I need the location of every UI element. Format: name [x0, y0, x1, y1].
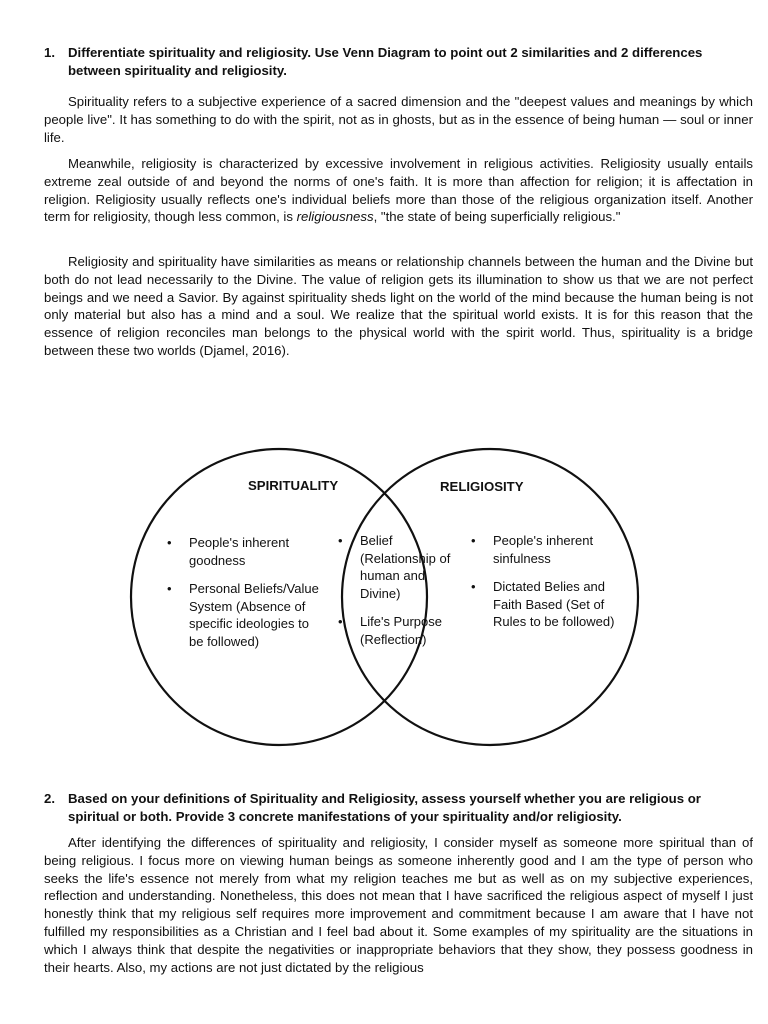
- spirituality-item: • People's inherent goodness: [163, 534, 325, 569]
- spirituality-list: [163, 534, 325, 661]
- religiosity-item: • Dictated Belies and Faith Based (Set of Rules to be followed): [467, 578, 625, 631]
- question-2-text: Based on your definitions of Spirituality and Religiosity, assess yourself whether you are religious or spiritual or both. Provide 3 concrete manifestations of your spirituality and/or religiosity.: [68, 791, 701, 824]
- answer-2-paragraph: After identifying the differences of spirituality and religiosity, I consider myself as someone more spiritual than of being religious. I focus more on viewing human beings as someone inherently good and I am the type of person who seeks the life's essence not merely from what my religion teaches me but as well as on my subjective experiences, reflection and understanding. Nonetheless, this does not mean that I have sacrificed the religious aspect of myself I just honestly think that my religious self requires more improvement and commitment because I am aware that I have not fulfilled my responsibilities as a Christian and I feel bad about it. Some examples of my spirituality are the situations in which I always think that despite the negativities or inappropriate behaviors that they show, they possess goodness in their hearts. Also, my actions are not just dictated by the religious: [44, 835, 753, 975]
- paragraph-spirituality-definition: Spirituality refers to a subjective experience of a sacred dimension and the "deepest values and meanings by which people live". It has something to do with the spirit, not as in ghosts, but as in the essence of being human — soul or inner life.: [44, 94, 753, 145]
- question-2-number: 2.: [44, 791, 55, 806]
- religiousness-term: religiousness: [296, 209, 374, 225]
- religiosity-title: RELIGIOSITY: [440, 479, 524, 494]
- overlap-item: • Life's Purpose (Reflection): [334, 613, 458, 648]
- question-1-number: 1.: [44, 45, 55, 60]
- paragraph-religiosity-definition: [44, 155, 753, 226]
- paragraph-similarities: Religiosity and spirituality have similarities as means or relationship channels between the human and the Divine but both do not lead necessarily to the Divine. The value of religion gets its illumination to show us that we are not perfect beings and we need a Savior. By against spirituality sheds light on the world of the mind because the human being is not only material but also has a mind and a soul. We realize that the spiritual world exists. It is for this reason that the essence of religion reconciles man belongs to the physical world with the spirit world. Thus, spirituality is a bridge between these two worlds (Djamel, 2016).: [44, 254, 753, 358]
- spirituality-item: • Personal Beliefs/Value System (Absence of specific ideologies to be followed): [163, 580, 325, 650]
- question-1-text: Differentiate spirituality and religiosity. Use Venn Diagram to point out 2 similarities and 2 differences between spirituality and religiosity.: [68, 45, 703, 78]
- spirituality-title: SPIRITUALITY: [248, 478, 339, 493]
- paragraph-religiosity-text: Meanwhile, religiosity is characterized by excessive involvement in religious activities. Religiosity usually entails extreme zeal outside of and beyond the norms of one's faith. It is more than affection for religion; it is affectation in religion. Religiosity usually reflects one's individual beliefs more than those of the religious organization itself. Another term for religiosity, though less common, is: [44, 156, 753, 225]
- religiosity-item: • People's inherent sinfulness: [467, 532, 625, 567]
- venn-diagram: [0, 430, 768, 770]
- question-1: [44, 44, 734, 79]
- paragraph-religiosity-tail: , "the state of being superficially religious.": [373, 209, 621, 225]
- overlap-list: [334, 532, 458, 659]
- religiosity-list: [467, 532, 625, 642]
- overlap-item: • Belief (Relationship of human and Divine): [334, 532, 458, 602]
- question-2: [44, 790, 734, 825]
